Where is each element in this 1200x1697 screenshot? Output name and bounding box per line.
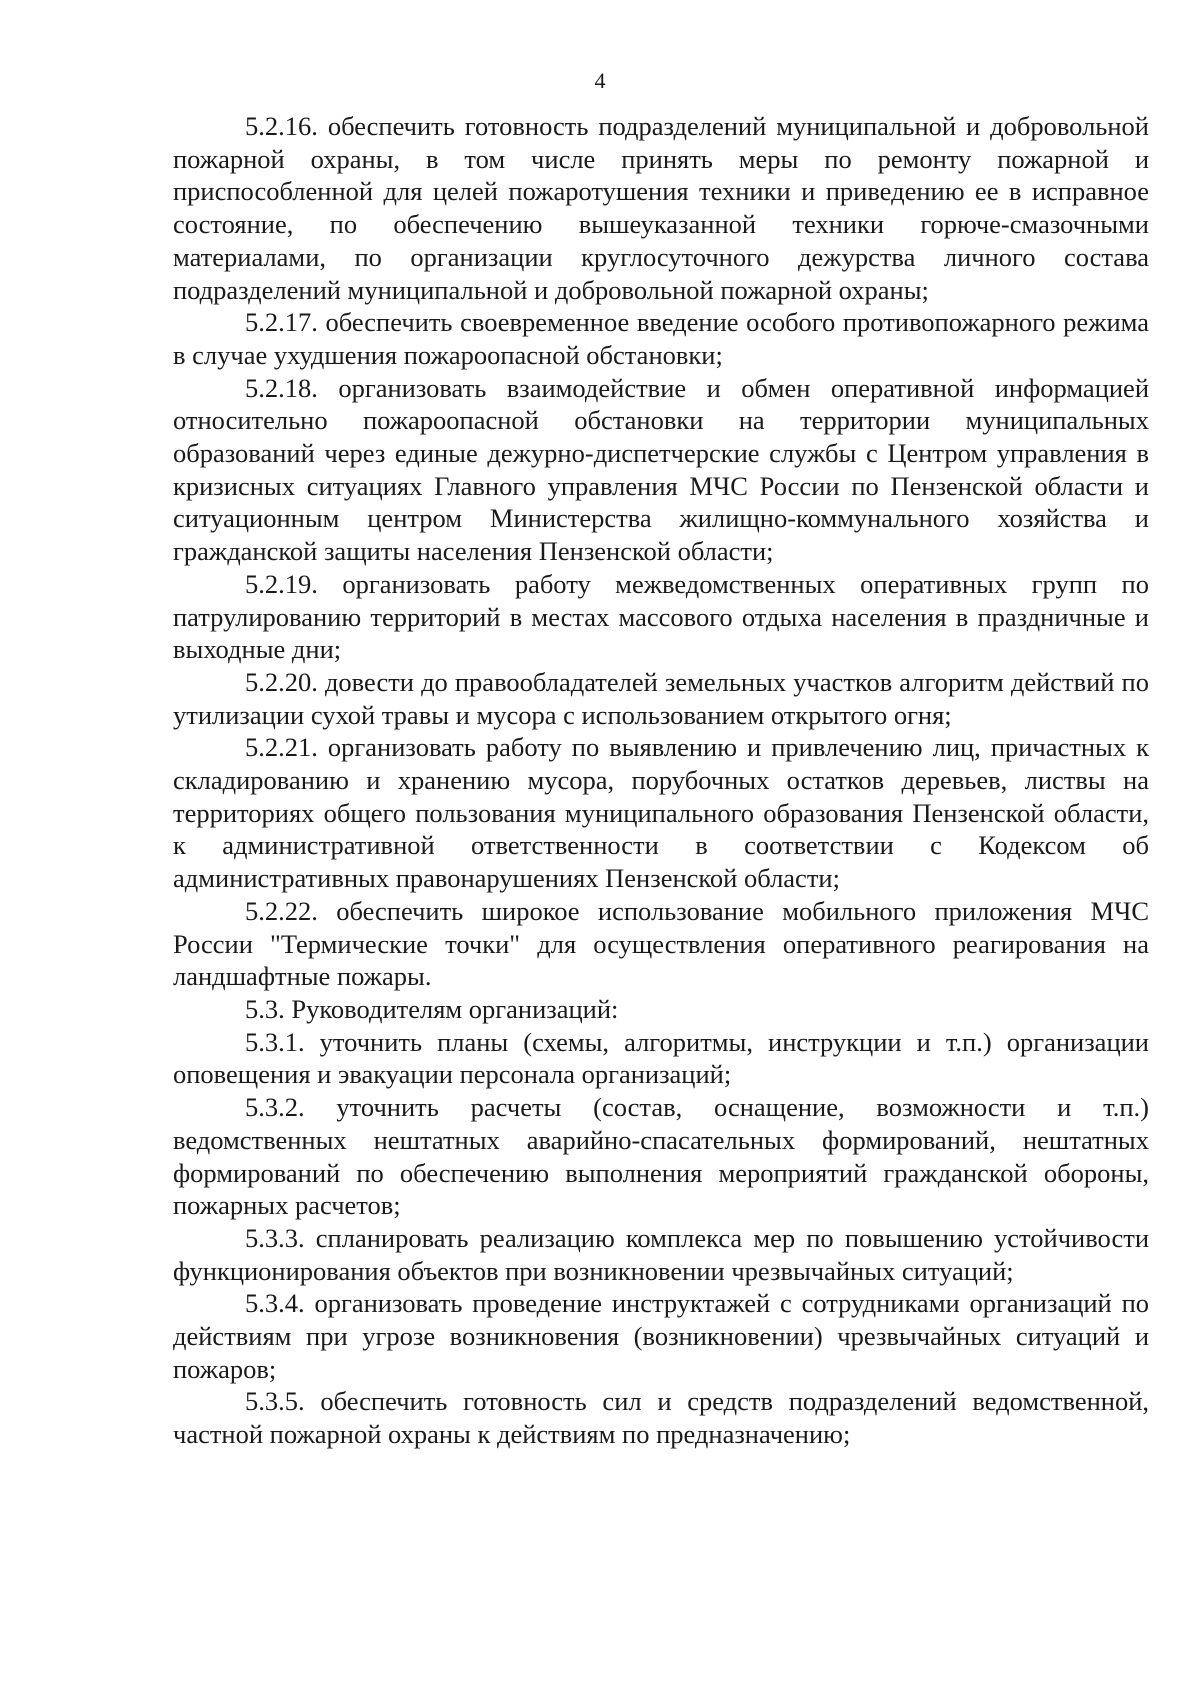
paragraph-5-2-16: 5.2.16. обеспечить готовность подразделений муниципальной и добровольной пожарной охраны, в том числе принять меры по ремонту пожарной и приспособленной для целей пожаротушения техники и приведению ее в исправное состояние, по обеспечению вышеуказанной техники горюче-смазочными материалами, по организации круглосуточного дежурства личного состава подразделений муниципальной и добровольной пожарной охраны; [173, 111, 1149, 305]
paragraph-5-3: 5.3. Руководителям организаций: [245, 993, 619, 1024]
paragraph-5-2-17: 5.2.17. обеспечить своевременное введение особого противопожарного режима в случае ухудшения пожароопасной обстановки; [173, 307, 1149, 370]
paragraph-5-2-22: 5.2.22. обеспечить широкое использование мобильного приложения МЧС России "Термические точки" для осуществления оперативного реагирования на ландшафтные пожары. [173, 895, 1149, 992]
page-number: 4 [594, 68, 606, 93]
paragraph-5-3-2: 5.3.2. уточнить расчеты (состав, оснащение, возможности и т.п.) ведомственных нештатных аварийно-спасательных формирований, нештатных формирований по обеспечению выполнения мероприятий гражданской обороны, пожарных расчетов; [173, 1092, 1149, 1221]
paragraph-5-2-20: 5.2.20. довести до правообладателей земельных участков алгоритм действий по утилизации сухой травы и мусора с использованием открытого огня; [173, 666, 1149, 730]
paragraph-5-3-1: 5.3.1. уточнить планы (схемы, алгоритмы, инструкции и т.п.) организации оповещения и эвакуации персонала организаций; [173, 1026, 1149, 1090]
paragraph-5-3-5: 5.3.5. обеспечить готовность сил и средств подразделений ведомственной, частной пожарной охраны к действиям по предназначению; [173, 1386, 1149, 1450]
paragraph-5-3-3: 5.3.3. спланировать реализацию комплекса мер по повышению устойчивости функционирования объектов при возникновении чрезвычайных ситуаций; [173, 1222, 1149, 1286]
paragraph-5-2-18: 5.2.18. организовать взаимодействие и обмен оперативной информацией относительно пожароопасной обстановки на территории муниципальных образований через единые дежурно-диспетчерские службы с Центром управления в кризисных ситуациях Главного управления МЧС России по Пензенской области и ситуационным центром Министерства жилищно-коммунального хозяйства и гражданской защиты населения Пензенской области; [173, 372, 1149, 567]
paragraph-5-3-4: 5.3.4. организовать проведение инструктажей с сотрудниками организаций по действиям при угрозе возникновения (возникновении) чрезвычайных ситуаций и пожаров; [173, 1288, 1149, 1384]
document-body [173, 110, 1149, 1451]
paragraph-5-2-19: 5.2.19. организовать работу межведомственных оперативных групп по патрулированию территорий в местах массового отдыха населения в праздничные и выходные дни; [173, 568, 1149, 665]
paragraph-5-2-21: 5.2.21. организовать работу по выявлению и привлечению лиц, причастных к складированию и хранению мусора, порубочных остатков деревьев, листвы на территориях общего пользования муниципального образования Пензенской области, к административной ответственности в соответствии с Кодексом об административных правонарушениях Пензенской области; [173, 732, 1149, 894]
